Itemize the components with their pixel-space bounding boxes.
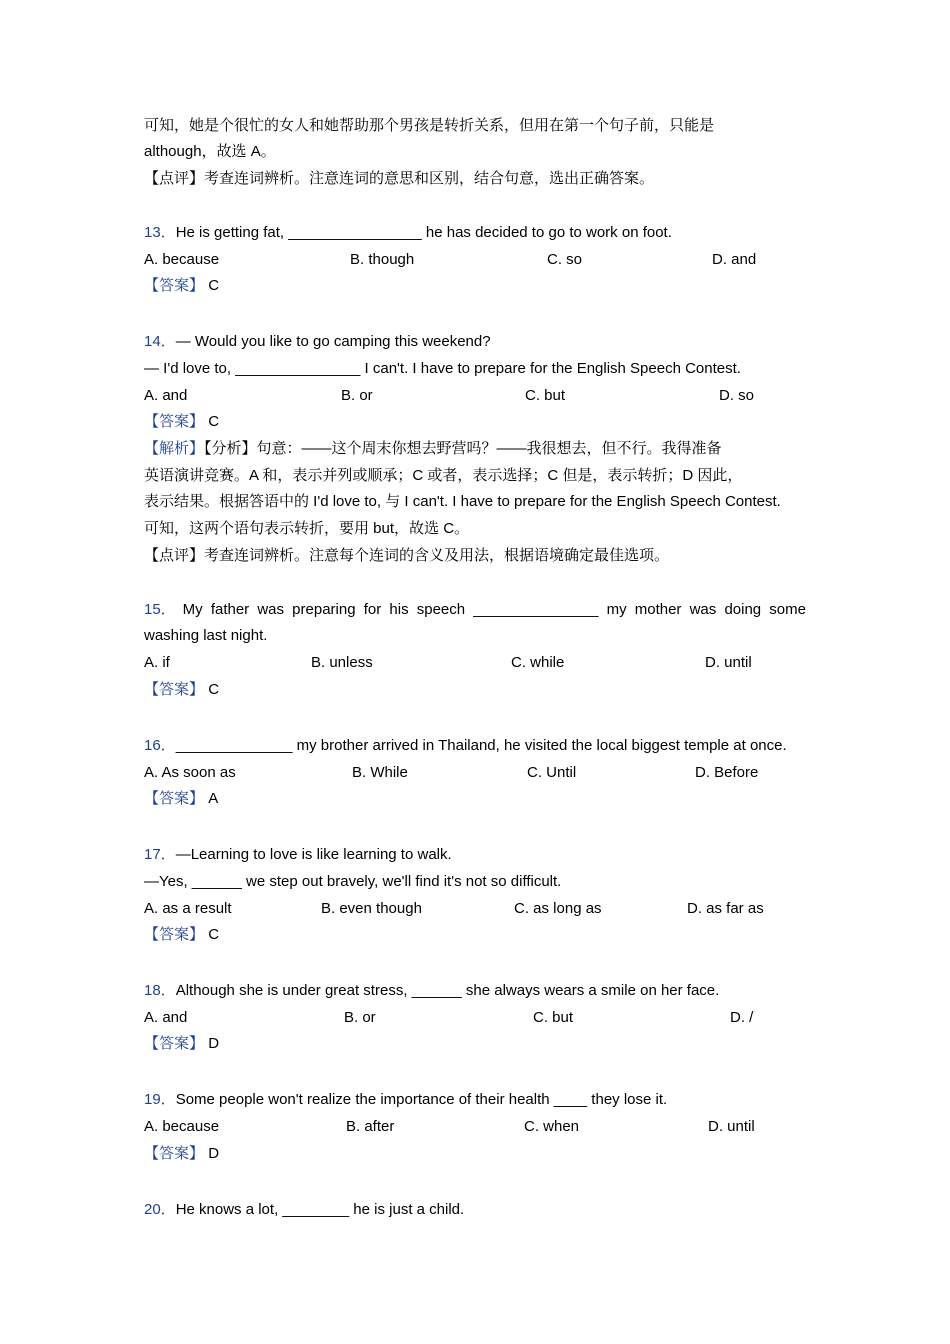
option-c: C. when: [524, 1118, 580, 1135]
answer-line: [144, 412, 219, 432]
option-b: B. even though: [321, 900, 422, 917]
question-15-stem: 15． My father was preparing for his speech _______________ my mother was doing some: [144, 601, 806, 618]
option-c: C. Until: [527, 764, 577, 781]
answer-value: D: [208, 1035, 220, 1052]
comment-line: 【点评】考查连词辨析。注意每个连词的含义及用法，根据语境确定最佳选项。: [144, 547, 670, 564]
analysis-tag: 【解析】: [144, 440, 205, 457]
question-18-stem: 18．Although she is under great stress, ______ she always wears a smile on her face.: [144, 982, 720, 999]
question-13-stem: 13．He is getting fat, ________________ he has decided to go to work on foot.: [144, 224, 672, 241]
option-c: C. while: [511, 654, 565, 671]
answer-value: A: [208, 790, 219, 807]
question-number: 20．: [144, 1201, 176, 1218]
answer-tag: 【答案】: [144, 1035, 205, 1052]
answer-line: [144, 276, 219, 296]
option-d: D. and: [712, 251, 757, 268]
answer-tag: 【答案】: [144, 681, 205, 698]
option-a: A. and: [144, 1009, 188, 1026]
option-d: D. as far as: [687, 900, 764, 917]
answer-tag: 【答案】: [144, 926, 205, 943]
question-14-stem-2: — I'd love to, _______________ I can't. I have to prepare for the English Speech Contest.: [144, 360, 741, 377]
answer-value: C: [208, 413, 220, 430]
option-c: C. as long as: [514, 900, 602, 917]
option-d: D. Before: [695, 764, 759, 781]
option-a: A. because: [144, 1118, 220, 1135]
intro-line-1: 可知，她是个很忙的女人和她帮助那个男孩是转折关系，但用在第一个句子前，只能是: [144, 117, 715, 134]
option-d: D. so: [719, 387, 755, 404]
option-b: B. While: [352, 764, 408, 781]
question-number: 17．: [144, 846, 176, 863]
answer-line: [144, 1034, 219, 1054]
option-c: C. but: [525, 387, 566, 404]
answer-value: D: [208, 1145, 220, 1162]
analysis-line-4: 可知，这两个语句表示转折，要用 but，故选 C。: [144, 520, 470, 537]
option-c: C. but: [533, 1009, 574, 1026]
option-a: A. because: [144, 251, 220, 268]
question-number: 18．: [144, 982, 176, 999]
option-a: A. and: [144, 387, 188, 404]
answer-tag: 【答案】: [144, 277, 205, 294]
question-number: 13．: [144, 224, 176, 241]
option-b: B. after: [346, 1118, 395, 1135]
question-number: 16．: [144, 737, 176, 754]
question-number: 15．: [144, 601, 176, 618]
option-d: D. until: [708, 1118, 755, 1135]
option-b: B. or: [341, 387, 373, 404]
comment-tag: 【点评】: [144, 547, 205, 564]
answer-tag: 【答案】: [144, 413, 205, 430]
option-b: B. unless: [311, 654, 373, 671]
analysis-line-1: 【解析】【分析】句意：——这个周末你想去野营吗？——我很想去，但不行。我得准备: [144, 440, 722, 457]
answer-line: [144, 789, 218, 809]
option-b: B. or: [344, 1009, 376, 1026]
option-b: B. though: [350, 251, 415, 268]
option-d: D. /: [730, 1009, 754, 1026]
answer-value: C: [208, 926, 220, 943]
question-19-stem: 19．Some people won't realize the importance of their health ____ they lose it.: [144, 1091, 668, 1108]
intro-comment: [144, 169, 654, 189]
answer-line: [144, 925, 219, 945]
answer-tag: 【答案】: [144, 1145, 205, 1162]
answer-value: C: [208, 681, 220, 698]
option-a: A. if: [144, 654, 170, 671]
question-16-stem: 16．______________ my brother arrived in Thailand, he visited the local biggest temple at once.: [144, 737, 787, 754]
option-d: D. until: [705, 654, 752, 671]
answer-value: C: [208, 277, 220, 294]
answer-tag: 【答案】: [144, 790, 205, 807]
question-17-stem-2: —Yes, ______ we step out bravely, we'll find it's not so difficult.: [144, 873, 562, 890]
analysis-line-2: 英语演讲竞赛。A 和，表示并列或顺承；C 或者，表示选择；C 但是，表示转折；D 因此，: [144, 467, 743, 484]
answer-line: [144, 680, 219, 700]
question-number: 14．: [144, 333, 176, 350]
question-20-stem: 20．He knows a lot, ________ he is just a child.: [144, 1201, 465, 1218]
question-14-stem: 14．— Would you like to go camping this weekend?: [144, 333, 491, 350]
question-number: 19．: [144, 1091, 176, 1108]
analysis-line-3: 表示结果。根据答语中的 I'd love to, 与 I can't. I have to prepare for the English Speech Contest.: [144, 493, 781, 510]
option-c: C. so: [547, 251, 583, 268]
comment-text: 考查连词辨析。注意连词的意思和区别，结合句意，选出正确答案。: [204, 170, 655, 187]
answer-line: [144, 1144, 219, 1164]
comment-tag: 【点评】: [144, 170, 205, 187]
question-17-stem: 17．—Learning to love is like learning to walk.: [144, 846, 452, 863]
intro-line-2: although，故选 A。: [144, 143, 276, 160]
option-a: A. As soon as: [144, 764, 236, 781]
option-a: A. as a result: [144, 900, 232, 917]
question-15-stem-2: washing last night.: [144, 627, 268, 644]
